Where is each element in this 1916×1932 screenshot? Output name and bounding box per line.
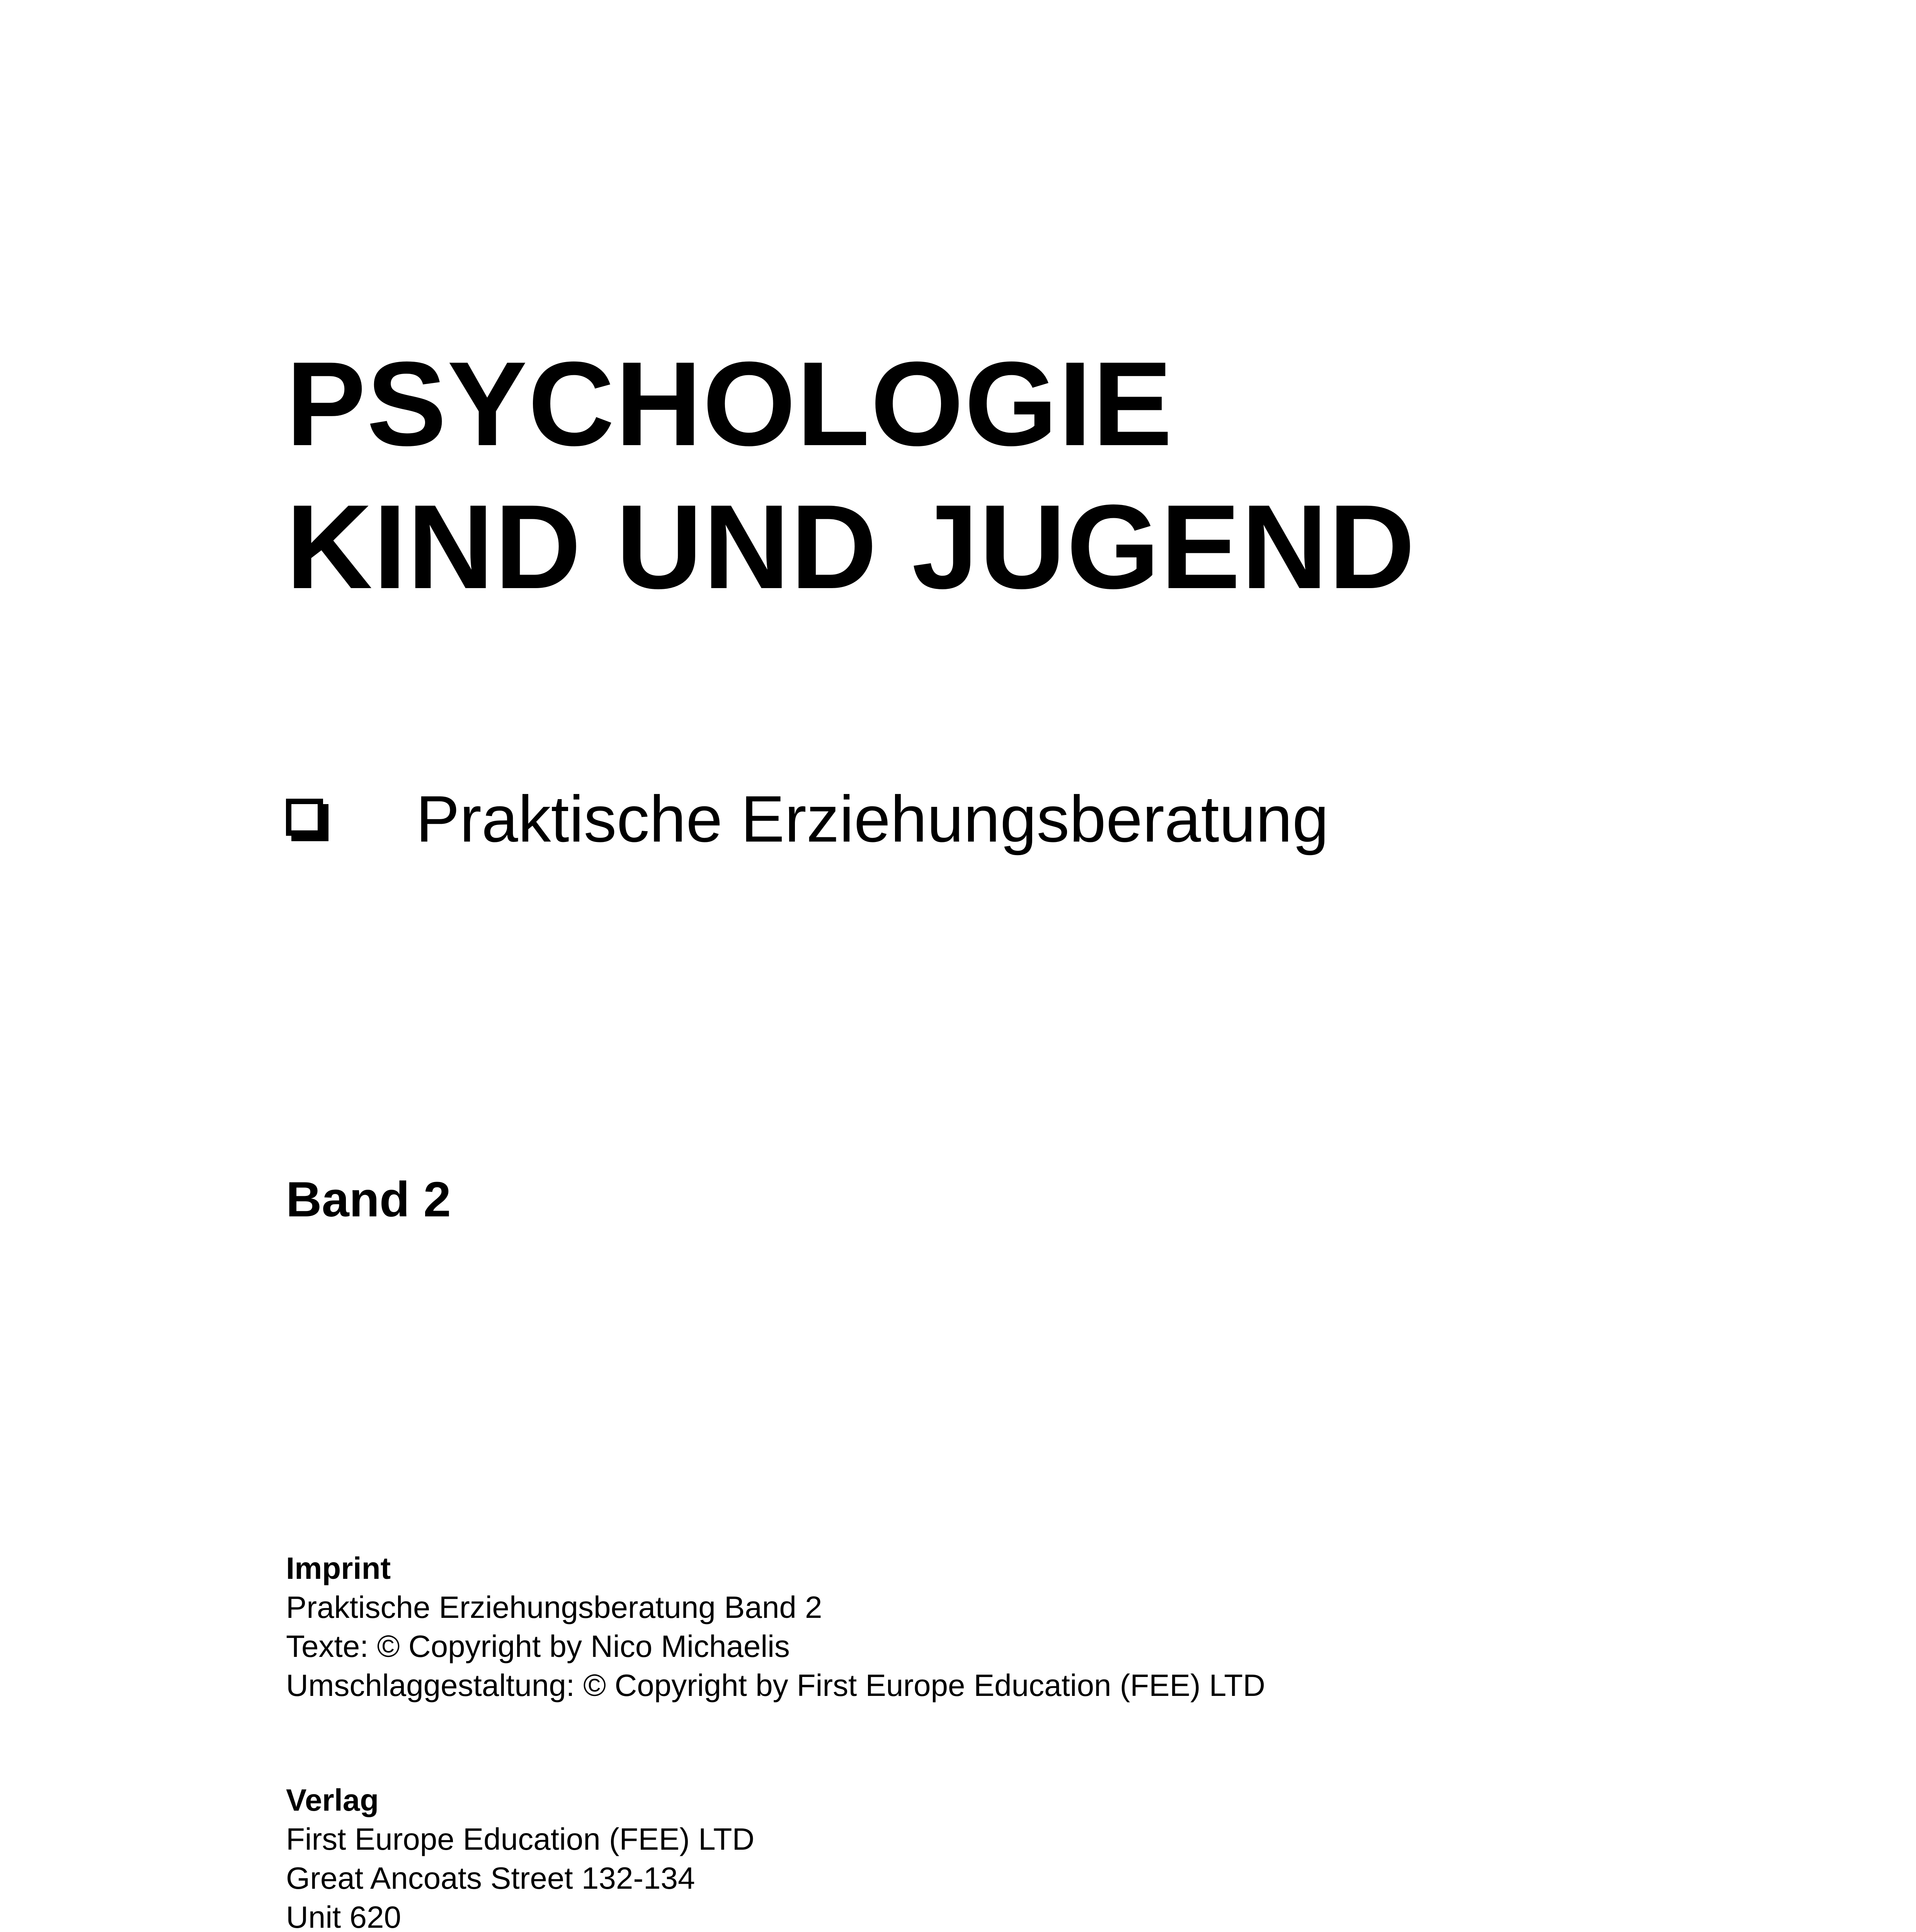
publisher-line: First Europe Education (FEE) LTD [286, 1822, 755, 1856]
subtitle-text: Praktische Erziehungsberatung [416, 782, 1329, 856]
imprint-heading: Imprint [286, 1551, 391, 1585]
checkbox-square-icon [286, 799, 323, 836]
publisher-section [286, 1781, 1832, 1932]
publisher-line: Unit 620 [286, 1900, 401, 1932]
imprint-line: Texte: © Copyright by Nico Michaelis [286, 1629, 790, 1663]
title-line-2: KIND UND JUGEND [286, 480, 1416, 614]
imprint-line: Umschlaggestaltung: © Copyright by First Europe Education (FEE) LTD [286, 1668, 1266, 1702]
title-line-1: PSYCHOLOGIE [286, 337, 1173, 471]
publisher-line: Great Ancoats Street 132-134 [286, 1861, 695, 1895]
book-title [286, 332, 1754, 618]
imprint-line: Praktische Erziehungsberatung Band 2 [286, 1590, 822, 1624]
subtitle-row [286, 777, 1329, 862]
volume-label: Band 2 [286, 1172, 451, 1227]
publisher-heading: Verlag [286, 1783, 379, 1817]
imprint-section [286, 1549, 1832, 1705]
